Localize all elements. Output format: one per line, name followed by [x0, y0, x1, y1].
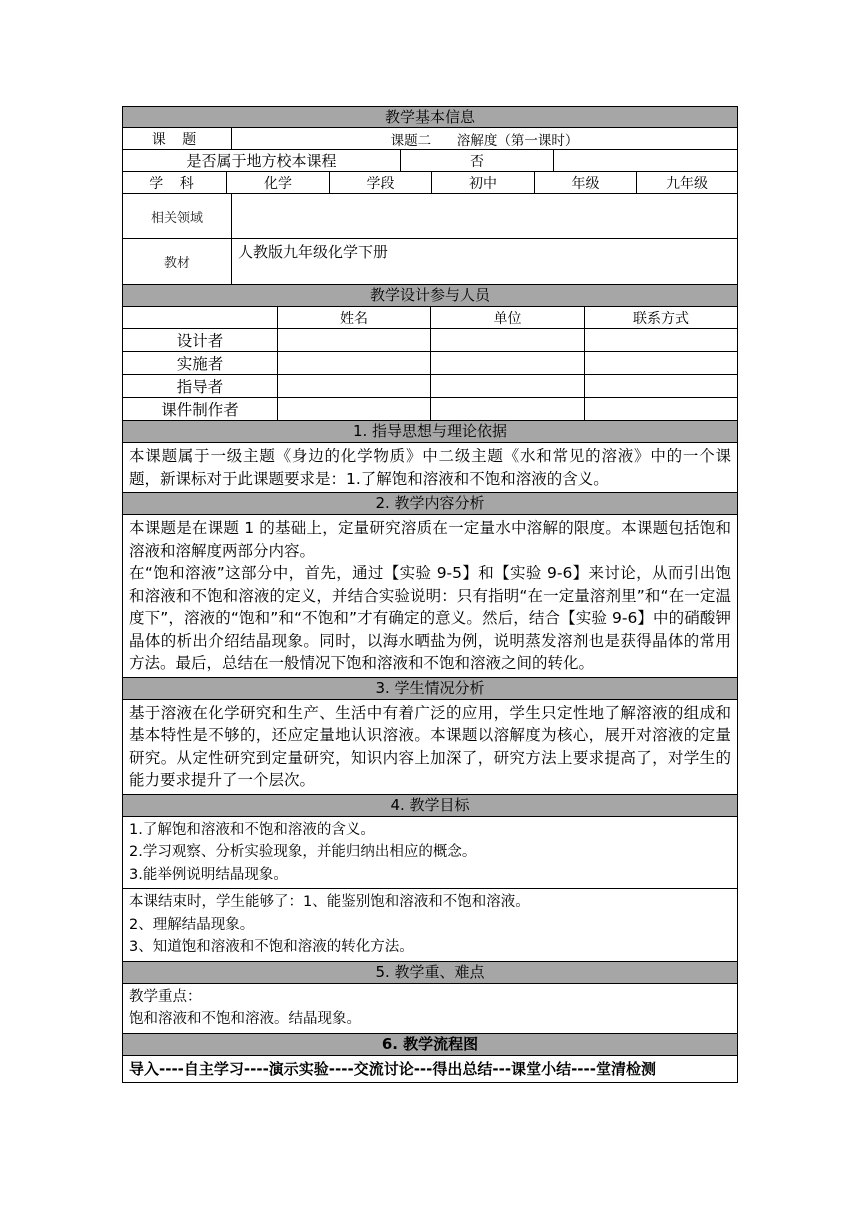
grade-value: 九年级 — [636, 172, 737, 193]
subject-label: 学 科 — [149, 175, 200, 192]
section-4-title: 4. 教学目标 — [122, 795, 738, 817]
section-4-outcomes — [122, 889, 738, 962]
staff-contact-cell — [584, 329, 737, 351]
staff-role: 指导者 — [176, 378, 224, 396]
staff-row — [122, 375, 738, 398]
staff-contact-cell — [584, 398, 737, 420]
staff-unit-cell — [430, 352, 584, 374]
staff-col-contact: 联系方式 — [584, 307, 737, 328]
local-course-label: 是否属于地方校本课程 — [186, 152, 337, 170]
topic-value: 课题二 溶解度（第一课时） — [231, 128, 737, 149]
staff-col-unit: 单位 — [430, 307, 584, 328]
staff-name-cell — [277, 398, 430, 420]
staff-unit-cell — [430, 329, 584, 351]
goal-item: 2.学习观察、分析实验现象，并能归纳出相应的概念。 — [129, 844, 477, 860]
staff-role: 课件制作者 — [161, 401, 239, 419]
section-2-paragraph: 本课题是在课题 1 的基础上，定量研究溶质在一定量水中溶解的限度。本课题包括饱和溶液和溶解度两部分内容。 — [129, 519, 731, 560]
staff-name-cell — [277, 375, 430, 397]
textbook-label: 教材 — [163, 256, 190, 271]
staff-name-cell — [277, 352, 430, 374]
key-points-label: 教学重点： — [129, 988, 202, 1005]
outcome-item: 本课结束时，学生能够了：1、能鉴别饱和溶液和不饱和溶液。 — [129, 894, 530, 910]
section-3-text: 基于溶液在化学研究和生产、生活中有着广泛的应用，学生只定性地了解溶液的组成和基本特性是不够的，还应定量地认识溶液。本课题以溶解度为核心，展开对溶液的定量研究。从定性研究到定量研究，知识内容上加深了，研究方法上要求提高了，对学生的能力要求提升了一个层次。 — [122, 700, 738, 795]
basic-info-header: 教学基本信息 — [122, 106, 738, 128]
goal-item: 1.了解饱和溶液和不饱和溶液的含义。 — [129, 821, 375, 838]
staff-columns-row — [122, 307, 738, 329]
section-3-title: 3. 学生情况分析 — [122, 678, 738, 700]
section-1-title: 1. 指导思想与理论依据 — [122, 421, 738, 443]
staff-role: 设计者 — [176, 332, 224, 350]
teaching-flow: 导入----自主学习----演示实验----交流讨论---得出总结---课堂小结----堂清检测 — [122, 1056, 738, 1083]
section-6-title: 6. 教学流程图 — [122, 1034, 738, 1056]
topic-row — [122, 128, 738, 150]
section-5-title: 5. 教学重、难点 — [122, 962, 738, 984]
grade-label: 年级 — [534, 172, 636, 193]
local-course-value: 否 — [400, 150, 553, 171]
stage-label: 学段 — [329, 172, 431, 193]
textbook-row — [122, 239, 738, 285]
staff-col-name: 姓名 — [277, 307, 430, 328]
subject-row — [122, 172, 738, 194]
section-2-title: 2. 教学内容分析 — [122, 493, 738, 515]
staff-contact-cell — [584, 375, 737, 397]
staff-row — [122, 398, 738, 421]
field-row — [122, 194, 738, 239]
staff-contact-cell — [584, 352, 737, 374]
section-4-goals — [122, 817, 738, 890]
stage-value: 初中 — [431, 172, 534, 193]
outcome-item: 3、知道饱和溶液和不饱和溶液的转化方法。 — [129, 939, 414, 955]
staff-name-cell — [277, 329, 430, 351]
topic-label: 课 题 — [151, 131, 203, 148]
section-2-paragraph: 在“饱和溶液”这部分中，首先，通过【实验 9-5】和【实验 9-6】来讨论，从而引出饱和溶液和不饱和溶液的定义，并结合实验说明：只有指明“在一定量溶剂里”和“在一定温度下”，溶液的“饱和”和“不饱和”才有确定的意义。然后，结合【实验 9-6】中的硝酸钾晶体的析出介绍结晶现象。同时，以海水晒盐为例，说明蒸发溶剂也是获得晶体的常用方法。最后，总结在一般情况下饱和溶液和不饱和溶液之间的转化。 — [129, 564, 731, 672]
lesson-plan-table — [122, 106, 738, 1083]
staff-corner — [123, 307, 277, 328]
staff-row — [122, 352, 738, 375]
section-1-text: 本课题属于一级主题《身边的化学物质》中二级主题《水和常见的溶液》中的一个课题，新课标对于此课题要求是：1.了解饱和溶液和不饱和溶液的含义。 — [122, 443, 738, 493]
staff-row — [122, 329, 738, 352]
textbook-value: 人教版九年级化学下册 — [231, 239, 737, 284]
field-label: 相关领域 — [150, 210, 203, 226]
key-points-text: 饱和溶液和不饱和溶液。结晶现象。 — [129, 1011, 361, 1027]
staff-header: 教学设计参与人员 — [122, 285, 738, 307]
outcome-item: 2、理解结晶现象。 — [129, 916, 255, 933]
field-value — [231, 194, 737, 238]
section-2-content — [122, 515, 738, 678]
goal-item: 3.能举例说明结晶现象。 — [129, 866, 288, 883]
staff-unit-cell — [430, 398, 584, 420]
section-5-content — [122, 984, 738, 1034]
subject-value: 化学 — [226, 172, 329, 193]
local-course-row — [122, 150, 738, 172]
staff-unit-cell — [430, 375, 584, 397]
staff-role: 实施者 — [176, 355, 224, 373]
local-course-blank — [553, 150, 737, 171]
